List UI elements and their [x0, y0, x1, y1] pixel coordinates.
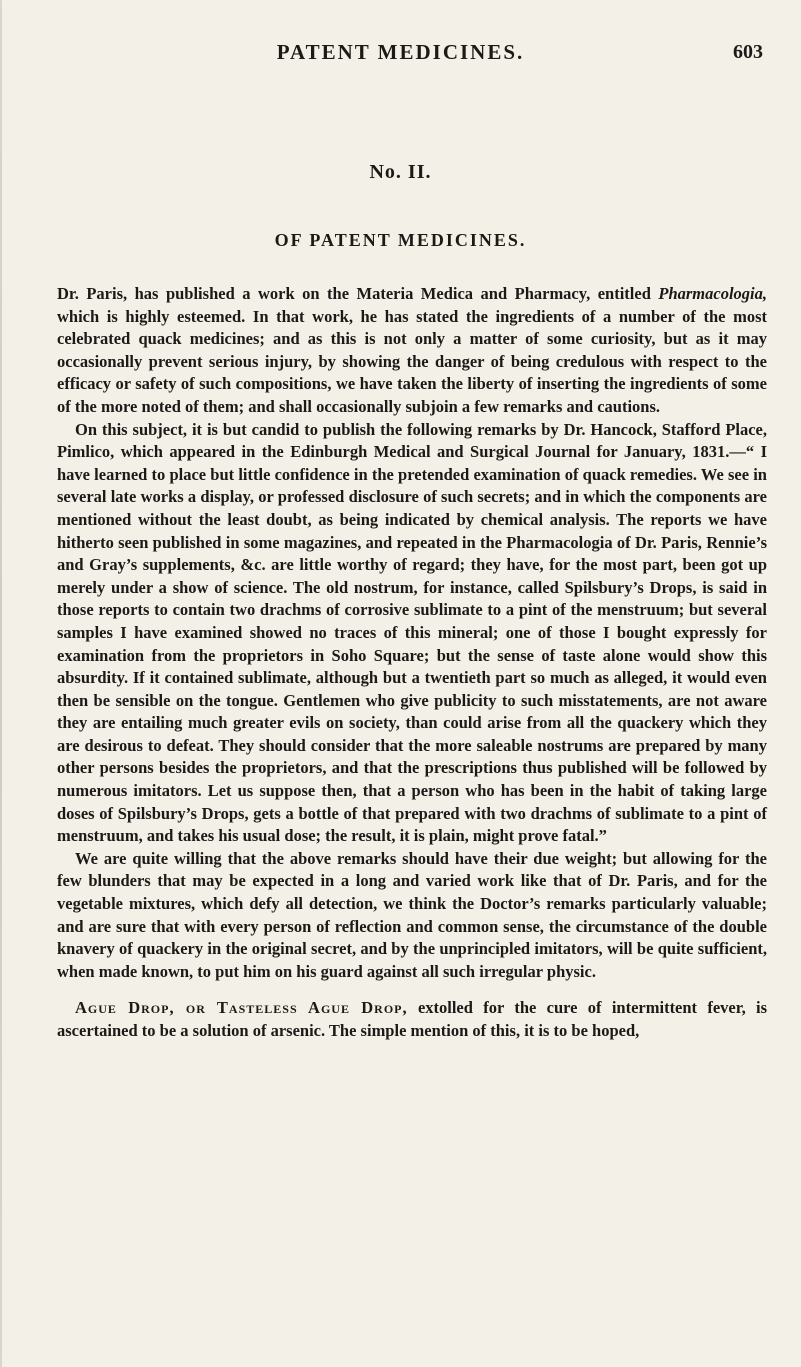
body-text [57, 283, 767, 1043]
running-title: PATENT MEDICINES. [276, 40, 525, 64]
book-title-pharmacologia: Pharmacologia, [658, 284, 767, 303]
chapter-title: OF PATENT MEDICINES. [274, 230, 527, 250]
paragraph-1 [57, 283, 767, 419]
chapter-number: No. II. [369, 161, 432, 183]
paragraph-4-text: extolled for the cure of intermittent fever, is ascertained to be a solution of arsenic. The simple mention of this, it is to be hoped, [57, 998, 768, 1040]
running-head [0, 40, 801, 70]
paragraph-1-text-b: which is highly esteemed. In that work, he has stated the ingredients of a number of the most celebrated quack medicines; and as this is not only a matter of some curiosity, but as it may occasionally prevent serious injury, by showing the danger of being credulous with respect to the efficacy or safety of such compositions, we have taken the liberty of inserting the ingredients of some of the more noted of them; and shall occasionally subjoin a few remarks and cautions. [57, 306, 767, 416]
page-number: 603 [733, 41, 763, 63]
paragraph-1-text-a: Dr. Paris, has published a work on the Materia Medica and Pharmacy, entitled [57, 284, 659, 303]
paragraph-2: On this subject, it is but candid to publish the following remarks by Dr. Hancock, Stafford Place, Pimlico, which appeared in the Edinburgh Medical and Surgical Journal for January, 1831.—“ I have learned to place but little confidence in the pretended examination of quack remedies. We see in several late works a display, or professed disclosure of such secrets; and in which the components are mentioned without the least doubt, as being indicated by chemical analysis. The reports we have hitherto seen published in some magazines, and repeated in the Pharmacologia of Dr. Paris, Rennie’s and Gray’s supplements, &c. are little worthy of regard; they have, for the most part, been got up merely under a show of science. The old nostrum, for instance, called Spilsbury’s Drops, is said in those reports to contain two drachms of corrosive sublimate to a pint of the menstruum; but several samples I have examined showed no traces of this mineral; one of those I bought expressly for examination from the proprietors in Soho Square; but the sense of taste alone would show this absurdity. If it contained sublimate, although but a twentieth part so much as alleged, it would even then be sensible on the tongue. Gentlemen who give publicity to such misstatements, are not aware they are entailing much greater evils on society, than could arise from all the quackery which they are desirous to defeat. They should consider that the more saleable nostrums are prepared by many other persons besides the proprietors, and that the prescriptions thus published will be followed by numerous imitators. Let us suppose then, that a person who has been in the habit of taking large doses of Spilsbury’s Drops, gets a bottle of that prepared with two drachms of sublimate to a pint of menstruum, and takes his usual dose; the result, it is plain, might prove fatal.” [57, 419, 767, 846]
page-edge-shadow [0, 0, 2, 1367]
paragraph-4 [57, 997, 767, 1042]
paragraph-3: We are quite willing that the above remarks should have their due weight; but allowing for the few blunders that may be expected in a long and varied work like that of Dr. Paris, and for the vegetable mixtures, which defy all detection, we think the Doctor’s remarks particularly valuable; and are sure that with every person of reflection and common sense, the circumstance of the double knavery of quackery in the original secret, and by the unprincipled imitators, will be quite sufficient, when made known, to put him on his guard against all such irregular physic. [57, 848, 767, 981]
entry-heading-ague-drop: Ague Drop, or Tasteless Ague Drop, [75, 998, 408, 1018]
